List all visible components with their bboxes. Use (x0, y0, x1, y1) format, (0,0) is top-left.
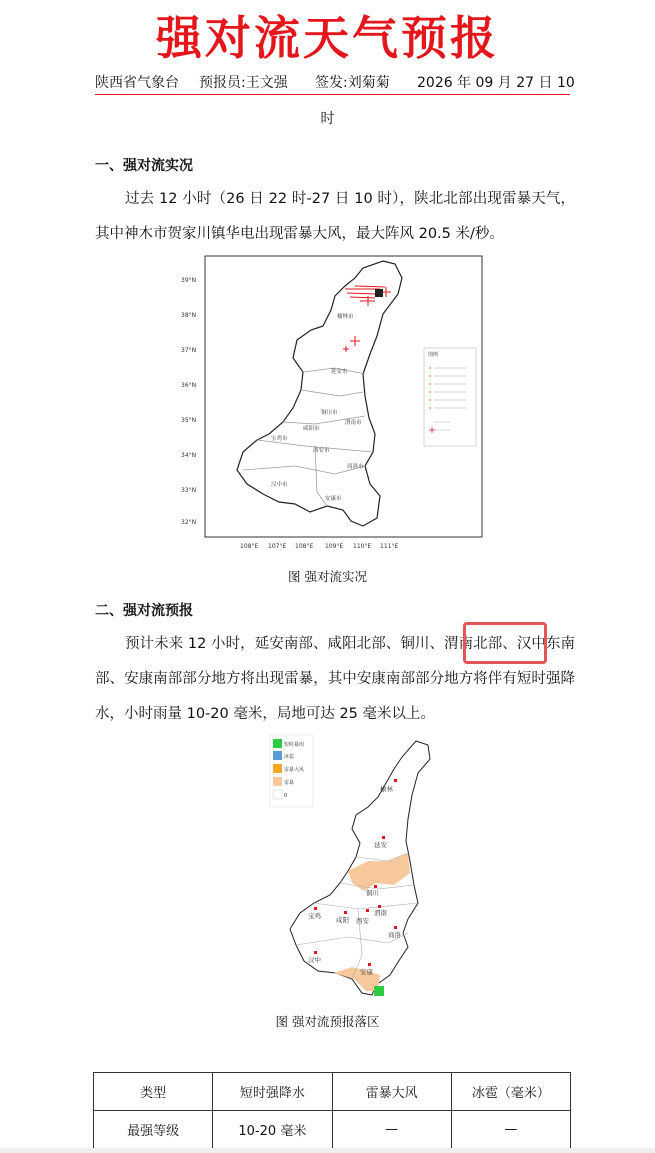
table-cell: 最强等级 (94, 1111, 213, 1149)
issue-time-suffix: 时 (320, 111, 335, 127)
lat-label: 33°N (181, 487, 197, 494)
legend-label: 冰雹 (284, 754, 295, 760)
observed-map-legend (424, 348, 476, 446)
city-label: 宝鸡 (308, 912, 321, 920)
table-header-row (94, 1073, 571, 1111)
lon-label: 108°E (295, 543, 314, 550)
observed-map-figure (181, 256, 485, 553)
city-label: 延安 (374, 841, 387, 849)
heavy-rain-area (374, 986, 384, 996)
forecast-map-legend (270, 735, 313, 807)
city-label: 咸阳市 (303, 426, 320, 432)
city-label: 安康 (360, 968, 373, 976)
issue-date: 2026 年 09 月 27 日 10 (417, 75, 575, 91)
table-cell: — (332, 1111, 451, 1149)
table-header-cell: 类型 (94, 1073, 213, 1111)
observed-map-caption: 图 强对流实况 (288, 569, 367, 584)
legend-label: 雷暴 (284, 780, 295, 786)
section-heading-forecast: 二、强对流预报 (95, 603, 193, 619)
city-label: 汉中 (308, 956, 321, 964)
city-label: 商洛市 (347, 464, 364, 470)
table-row (94, 1111, 571, 1149)
forecast-highlight-text: 渭南北部、 (444, 636, 517, 652)
lon-label: 111°E (380, 543, 399, 550)
lat-label: 37°N (181, 347, 197, 354)
city-label: 宝鸡市 (271, 436, 288, 442)
lat-label: 32°N (181, 519, 197, 526)
agency: 陕西省气象台 (95, 75, 179, 91)
lat-label: 34°N (181, 452, 197, 459)
city-label: 延安市 (331, 369, 348, 375)
table-header-cell: 雷暴大风 (332, 1073, 451, 1111)
lon-label: 108°E (240, 543, 259, 550)
city-label: 西安市 (313, 448, 330, 454)
section-heading-observed: 一、强对流实况 (95, 158, 193, 174)
forecast-map-figure (268, 733, 438, 1003)
table-header-cell: 冰雹（毫米） (451, 1073, 570, 1111)
observed-paragraph: 过去 12 小时（26 日 22 时-27 日 10 时），陕北北部出现雷暴天气，其中神木市贺家川镇华电出现雷暴大风，最大阵风 20.5 米/秒。 (95, 191, 575, 242)
table-cell: — (451, 1111, 570, 1149)
table-cell: 10-20 毫米 (213, 1111, 332, 1149)
legend-title: 图例 (428, 352, 439, 358)
viewer-bottom-bar (0, 1148, 655, 1153)
city-label: 榆林市 (337, 314, 354, 320)
lon-label: 110°E (353, 543, 372, 550)
lon-label: 107°E (268, 543, 287, 550)
document-meta (95, 70, 575, 95)
forecast-map-caption: 图 强对流预报落区 (275, 1014, 380, 1029)
table-header-cell: 短时强降水 (213, 1073, 332, 1111)
lat-label: 35°N (181, 417, 197, 424)
city-label: 西安 (356, 917, 369, 925)
city-label: 铜川 (366, 889, 379, 897)
city-label: 咸阳 (336, 916, 349, 924)
city-label: 商洛 (388, 931, 401, 939)
city-label: 榆林 (380, 785, 393, 793)
lon-label: 109°E (325, 543, 344, 550)
legend-label: 0 (284, 793, 288, 799)
forecaster: 预报员:王文强 (199, 75, 288, 91)
city-label: 铜川市 (321, 410, 338, 416)
forecast-text-part2: 汉中东南部、安康南部部分地方将出现雷暴，其中安康南部部分地方将伴有短时强降水，小时雨量 10-20 毫米，局地可达 25 毫米以上。 (95, 636, 576, 722)
lat-label: 38°N (181, 312, 197, 319)
city-label: 渭南 (374, 909, 387, 917)
city-label: 安康市 (325, 496, 342, 502)
legend-label: 雷暴大风 (284, 767, 305, 773)
legend-label: 短时暴雨 (284, 742, 305, 748)
lat-label: 36°N (181, 382, 197, 389)
document-title: 强对流天气预报 (156, 11, 499, 65)
city-label: 渭南市 (345, 420, 362, 426)
signer: 签发:刘菊菊 (315, 75, 390, 91)
city-label: 汉中市 (271, 482, 288, 488)
highlight-annotation-box (463, 622, 547, 664)
forecast-text-part1: 预计未来 12 小时，延安南部、咸阳北部、铜川、 (125, 636, 445, 652)
forecast-summary-table (93, 1072, 571, 1149)
lat-label: 39°N (181, 277, 197, 284)
